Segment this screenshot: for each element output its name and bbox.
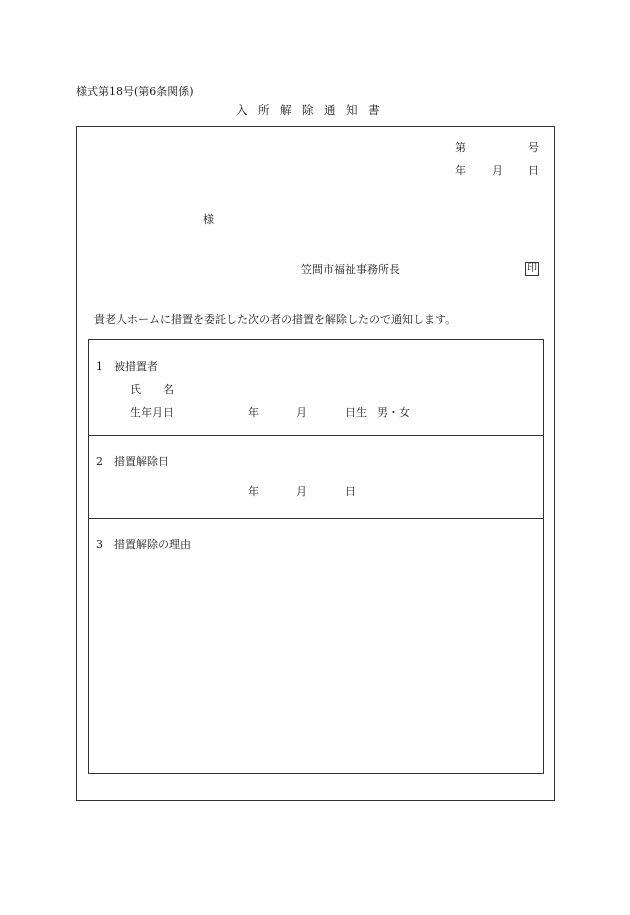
doc-date-day: 日 (528, 164, 539, 177)
doc-number-suffix: 号 (528, 141, 539, 154)
birth-month-unit: 月 (296, 406, 307, 419)
release-month-unit: 月 (296, 485, 307, 498)
birthdate-field-label: 生年月日 (130, 406, 174, 419)
notice-body-text: 貴老人ホームに措置を委託した次の者の措置を解除したので通知します。 (94, 313, 457, 326)
sex-options: 男・女 (377, 406, 410, 419)
birth-year-unit: 年 (248, 406, 259, 419)
section-divider-2 (88, 518, 544, 519)
section-3-heading: 3 措置解除の理由 (96, 538, 191, 551)
release-year-unit: 年 (248, 485, 259, 498)
details-table (88, 339, 544, 774)
section-1-heading: 1 被措置者 (96, 360, 158, 373)
name-field-label: 氏 名 (130, 383, 174, 396)
birth-day-unit: 日生 (345, 406, 367, 419)
document-title: 入所解除通知書 (236, 103, 390, 117)
release-day-unit: 日 (345, 485, 356, 498)
section-2-heading: 2 措置解除日 (96, 455, 169, 468)
doc-date-year: 年 (455, 164, 466, 177)
section-divider-1 (88, 435, 544, 436)
addressee-honorific: 様 (203, 213, 214, 226)
seal-stamp-box: 印 (527, 263, 537, 274)
doc-number-prefix: 第 (455, 141, 466, 154)
form-number-label: 様式第18号(第6条関係) (76, 85, 194, 98)
sender-name: 笠間市福祉事務所長 (301, 263, 400, 276)
doc-date-month: 月 (492, 164, 503, 177)
